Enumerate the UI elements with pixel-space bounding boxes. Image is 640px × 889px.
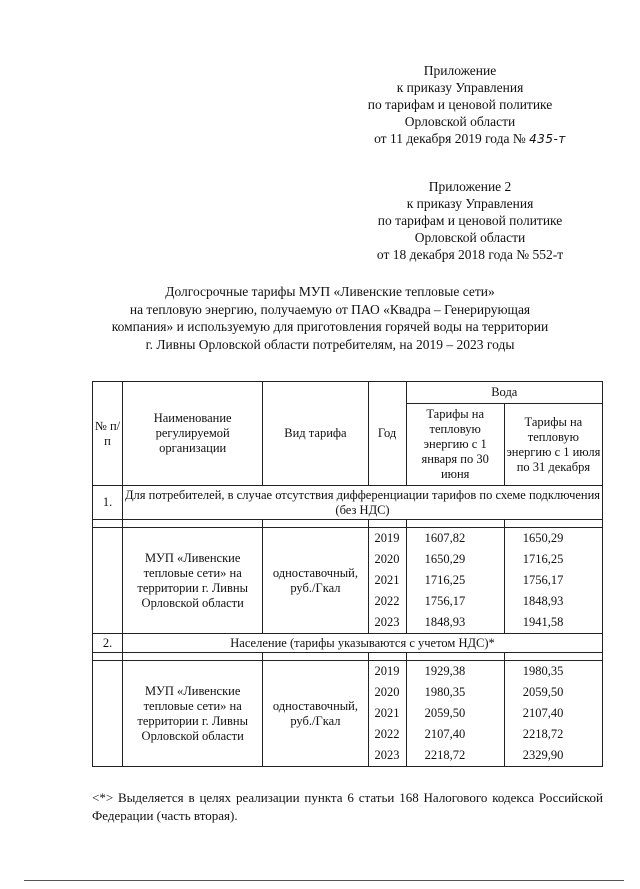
second-half-values xyxy=(504,661,602,767)
appendix-line: к приказу Управления xyxy=(396,80,524,95)
year: 2023 xyxy=(374,748,400,762)
appendix-header xyxy=(330,62,590,148)
appendix-2-line: от 18 декабря 2018 года № 552-т xyxy=(376,247,564,262)
tariff-value: 1941,58 xyxy=(522,615,564,629)
tariffs-table xyxy=(92,381,603,767)
header-first-half: Тарифы на тепловую энергию с 1 января по 30 июня xyxy=(406,404,504,486)
order-date-line xyxy=(340,130,600,148)
tariff-value: 2107,40 xyxy=(522,706,564,720)
tariff-value: 2107,40 xyxy=(424,727,466,741)
section-title: Население (тарифы указываются с учетом НДС)* xyxy=(123,634,603,653)
tariff-value: 1650,29 xyxy=(522,531,564,545)
tariff-value: 1756,17 xyxy=(522,573,564,587)
tariff-value: 2218,72 xyxy=(522,727,564,741)
appendix-line: Орловской области xyxy=(404,114,516,129)
section-title: Для потребителей, в случае отсутствия дифференциации тарифов по схеме подключения (без НДС) xyxy=(123,486,603,520)
section-num: 2. xyxy=(93,634,123,653)
order-date-text: от 11 декабря 2019 года № xyxy=(374,131,526,146)
header-tariff-type: Вид тарифа xyxy=(263,382,368,486)
title-line: Долгосрочные тарифы МУП «Ливенские тепловые сети» xyxy=(165,284,495,299)
handwritten-order-number: 435-т xyxy=(529,132,566,146)
year-list xyxy=(368,661,406,767)
tariff-value: 1716,25 xyxy=(522,552,564,566)
tariff-value: 1716,25 xyxy=(424,573,466,587)
header-organization: Наименование регулируемой организации xyxy=(123,382,263,486)
header-second-half: Тарифы на тепловую энергию с 1 июля по 31 декабря xyxy=(504,404,602,486)
appendix-2-header xyxy=(350,178,590,263)
footnote: <*> Выделяется в целях реализации пункта 6 статьи 168 Налогового кодекса Российской Федерации (часть вторая). xyxy=(92,790,603,823)
appendix-line: по тарифам и ценовой политике xyxy=(367,97,553,112)
tariff-value: 1650,29 xyxy=(424,552,466,566)
header-year: Год xyxy=(368,382,406,486)
header-num: № п/п xyxy=(93,382,123,486)
organization-name: МУП «Ливенские тепловые сети» на территории г. Ливны Орловской области xyxy=(123,528,263,634)
title-line: г. Ливны Орловской области потребителям, на 2019 – 2023 годы xyxy=(145,336,515,352)
first-half-values xyxy=(406,528,504,634)
header-water: Вода xyxy=(406,382,602,404)
year: 2021 xyxy=(374,573,400,587)
year: 2021 xyxy=(374,706,400,720)
year: 2022 xyxy=(374,594,400,608)
tariff-type: одноставочный, руб./Гкал xyxy=(263,528,368,634)
tariff-value: 2059,50 xyxy=(522,685,564,699)
year: 2019 xyxy=(374,664,400,678)
section-num: 1. xyxy=(93,486,123,520)
year: 2020 xyxy=(374,552,400,566)
appendix-2-line: к приказу Управления xyxy=(406,196,534,211)
tariff-value: 1848,93 xyxy=(424,615,466,629)
tariff-value: 1980,35 xyxy=(522,664,564,678)
organization-name: МУП «Ливенские тепловые сети» на территории г. Ливны Орловской области xyxy=(123,661,263,767)
year: 2023 xyxy=(374,615,400,629)
tariff-value: 1756,17 xyxy=(424,594,466,608)
tariff-value: 1980,35 xyxy=(424,685,466,699)
document-title xyxy=(90,283,570,353)
appendix-2-line: по тарифам и ценовой политике xyxy=(377,213,563,228)
tariff-value: 2329,90 xyxy=(522,748,564,762)
year: 2022 xyxy=(374,727,400,741)
tariff-value: 2059,50 xyxy=(424,706,466,720)
appendix-line: Приложение xyxy=(423,63,497,78)
title-line: на тепловую энергию, получаемую от ПАО «Квадра – Генерирующая xyxy=(129,301,531,317)
tariff-type: одноставочный, руб./Гкал xyxy=(263,661,368,767)
tariff-value: 1848,93 xyxy=(522,594,564,608)
second-half-values xyxy=(504,528,602,634)
page-bottom-rule xyxy=(24,880,624,881)
appendix-2-line: Приложение 2 xyxy=(428,179,512,194)
tariff-value: 1607,82 xyxy=(424,531,466,545)
tariff-value: 1929,38 xyxy=(424,664,466,678)
first-half-values xyxy=(406,661,504,767)
table-row xyxy=(93,661,603,767)
table-row xyxy=(93,528,603,634)
title-line: компания» и используемую для приготовления горячей воды на территории xyxy=(111,319,549,334)
tariff-value: 2218,72 xyxy=(424,748,466,762)
year-list xyxy=(368,528,406,634)
year: 2020 xyxy=(374,685,400,699)
appendix-2-line: Орловской области xyxy=(414,230,526,245)
year: 2019 xyxy=(374,531,400,545)
